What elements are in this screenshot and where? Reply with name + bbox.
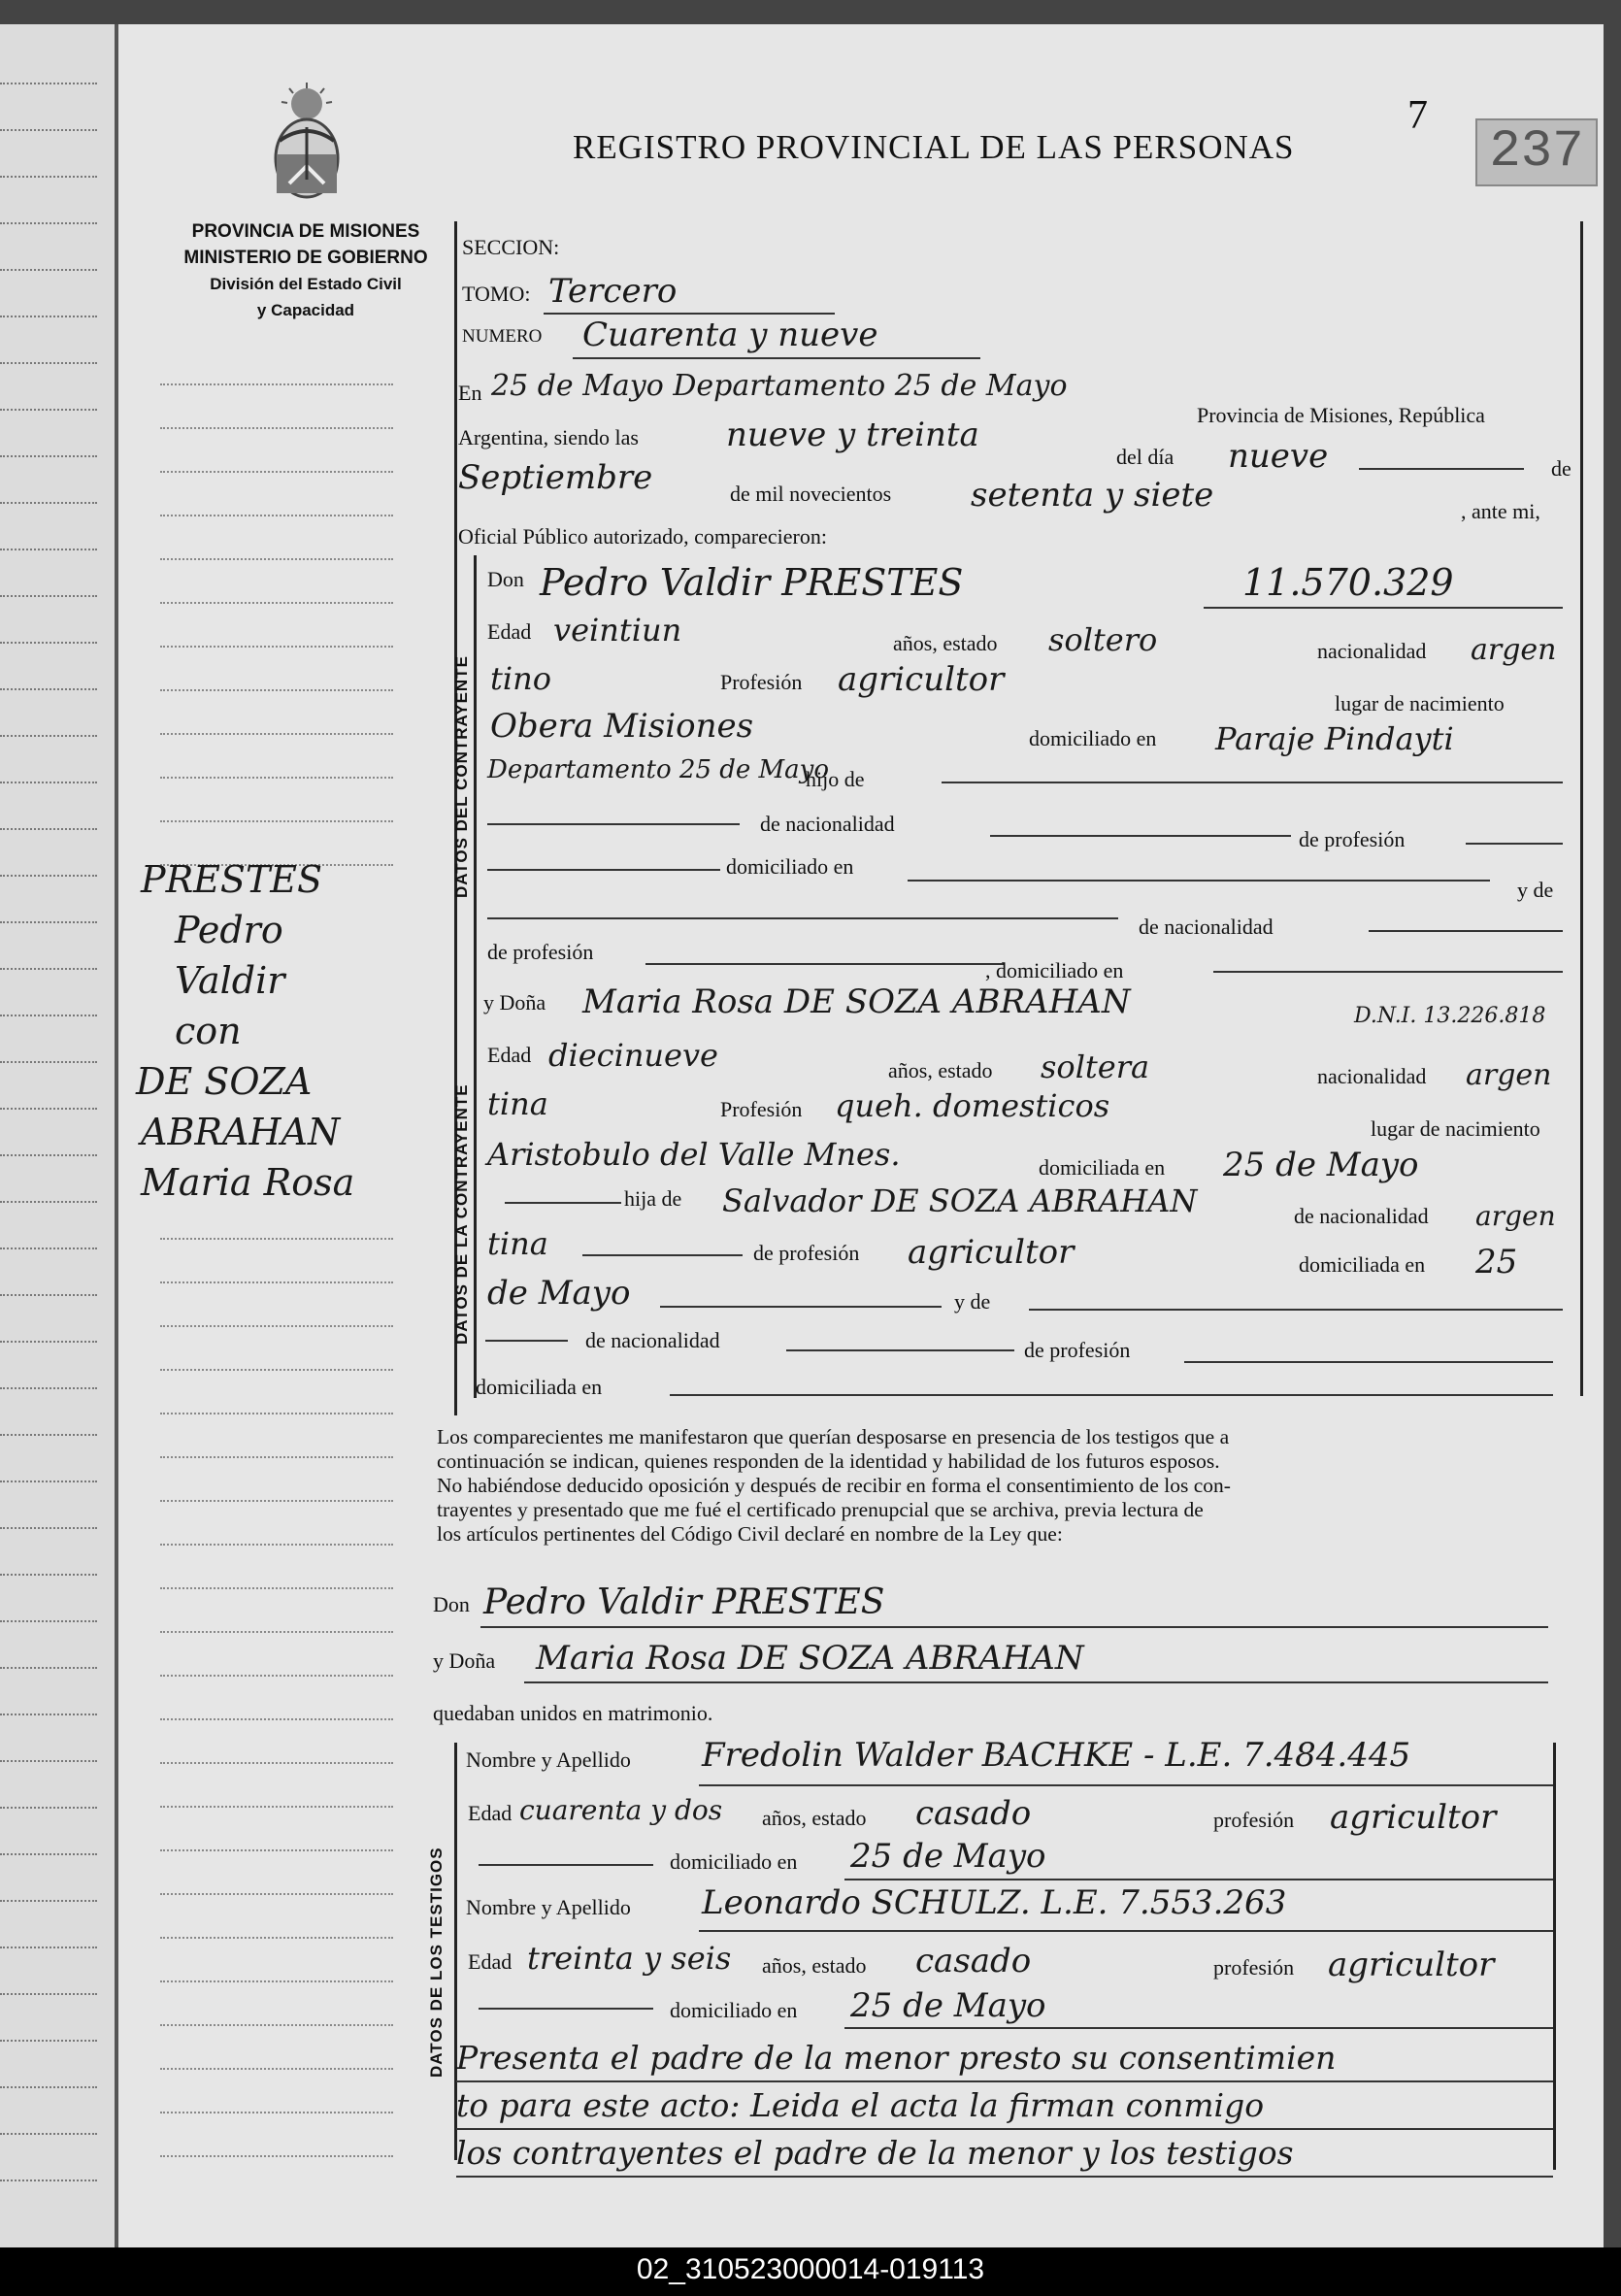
ante-mi: , ante mi, bbox=[1461, 499, 1540, 523]
fill-line bbox=[1466, 843, 1563, 845]
dia-value: nueve bbox=[1228, 437, 1329, 476]
left-page-line bbox=[0, 1341, 97, 1343]
page-title: REGISTRO PROVINCIAL DE LAS PERSONAS bbox=[573, 128, 1295, 166]
de-nacionalidad-label: de nacionalidad bbox=[1294, 1204, 1429, 1228]
y-de-label: y de bbox=[1517, 878, 1554, 902]
left-page-line bbox=[0, 269, 97, 271]
left-page-line bbox=[0, 1061, 97, 1063]
bride-father-nationality: argen bbox=[1475, 1200, 1556, 1232]
margin-line: Valdir bbox=[175, 959, 285, 1002]
witness1-profession: agricultor bbox=[1330, 1798, 1497, 1837]
left-page-line bbox=[0, 2133, 97, 2135]
fill-line bbox=[479, 2008, 653, 2010]
office-province: PROVINCIA DE MISIONES bbox=[191, 221, 420, 242]
witness1-name: Fredolin Walder BACHKE - L.E. 7.484.445 bbox=[702, 1736, 1411, 1775]
fill-line bbox=[670, 1394, 1553, 1396]
observations bbox=[456, 2035, 1553, 2178]
contrayente-section-label: DATOS DE LA CONTRAYENTE bbox=[452, 1083, 471, 1345]
mil-label: de mil novecientos bbox=[730, 482, 892, 506]
anio-value: setenta y siete bbox=[971, 476, 1214, 515]
image-caption: 02_310523000014-019113 bbox=[636, 2253, 985, 2285]
left-page-line bbox=[0, 1900, 97, 1902]
groom-civil-status: soltero bbox=[1048, 621, 1158, 658]
left-page-line bbox=[0, 828, 97, 830]
bride-nationality: argen bbox=[1466, 1058, 1552, 1092]
bride-father-nationality-cont: tina bbox=[487, 1225, 548, 1262]
domiciliado-label: domiciliado en bbox=[670, 1998, 798, 2022]
left-page-line bbox=[0, 875, 97, 877]
tomo-label: TOMO: bbox=[462, 282, 531, 306]
de-profesion-label: de profesión bbox=[753, 1241, 860, 1265]
declaration-line: los artículos pertinentes del Código Civil declaré en nombre de la Ley que: bbox=[437, 1522, 1063, 1546]
left-page-line bbox=[0, 362, 97, 364]
nacionalidad-label: nacionalidad bbox=[1317, 1064, 1427, 1088]
fill-line bbox=[990, 835, 1291, 837]
left-page-line bbox=[0, 1714, 97, 1715]
groom-name: Pedro Valdir PRESTES bbox=[540, 561, 964, 604]
left-page-line bbox=[0, 782, 97, 783]
bride-father-name: Salvador DE SOZA ABRAHAN bbox=[722, 1182, 1198, 1219]
tomo-value: Tercero bbox=[548, 272, 678, 311]
edad-label: Edad bbox=[487, 1043, 532, 1067]
bride-name: Maria Rosa DE SOZA ABRAHAN bbox=[582, 982, 1131, 1021]
edad-label: Edad bbox=[487, 619, 532, 644]
fill-line bbox=[645, 963, 1005, 965]
fill-line bbox=[485, 1340, 568, 1342]
fill-line bbox=[487, 823, 740, 825]
observation-line: to para este acto: Leida el acta la firman conmigo bbox=[456, 2082, 1553, 2130]
left-page-line bbox=[0, 222, 97, 224]
declaration-text bbox=[437, 1425, 1563, 1547]
left-page-line bbox=[0, 129, 97, 131]
groom-age: veintiun bbox=[553, 612, 682, 649]
left-page-line bbox=[0, 83, 97, 84]
fill-line bbox=[786, 1349, 1014, 1351]
left-page-line bbox=[0, 1807, 97, 1809]
fill-line bbox=[1204, 607, 1563, 609]
declaration-line: No habiéndose deducido oposición y después de recibir en forma el consentimiento de los con- bbox=[437, 1474, 1231, 1497]
mes-value: Septiembre bbox=[458, 458, 653, 497]
domiciliado-en-label: domiciliado en bbox=[726, 854, 854, 879]
fill-line bbox=[480, 1626, 1548, 1628]
de-profesion-label: de profesión bbox=[487, 940, 594, 964]
left-page-line bbox=[0, 735, 97, 737]
lugar-nacimiento-label: lugar de nacimiento bbox=[1335, 691, 1505, 715]
observation-line: los contrayentes el padre de la menor y los testigos bbox=[456, 2130, 1553, 2178]
left-page-line bbox=[0, 1993, 97, 1995]
left-page-strip bbox=[0, 24, 116, 2247]
left-page-line bbox=[0, 1527, 97, 1529]
domiciliado-label: domiciliado en bbox=[1029, 726, 1157, 750]
witness1-age: cuarenta y dos bbox=[519, 1794, 723, 1826]
form-border-right bbox=[1580, 221, 1583, 1396]
left-page-line bbox=[0, 316, 97, 317]
bride-civil-status: soltera bbox=[1041, 1048, 1150, 1085]
groom-address-cont: Departamento 25 de Mayo bbox=[487, 755, 830, 784]
left-page-line bbox=[0, 2180, 97, 2181]
groom-address: Paraje Pindayti bbox=[1215, 720, 1454, 757]
en-label: En bbox=[458, 381, 482, 405]
groom-nationality-cont: tino bbox=[490, 660, 551, 697]
left-page-line bbox=[0, 455, 97, 457]
left-page-line bbox=[0, 1248, 97, 1249]
domiciliado-label: domiciliado en bbox=[670, 1849, 798, 1874]
groom-nationality: argen bbox=[1471, 633, 1557, 667]
edad-label: Edad bbox=[468, 1801, 513, 1825]
hija-label: hija de bbox=[624, 1186, 682, 1211]
left-page-line bbox=[0, 1294, 97, 1296]
fill-line bbox=[487, 917, 1118, 919]
issuing-office bbox=[160, 218, 451, 323]
seccion-label: SECCION: bbox=[462, 235, 560, 259]
margin-line: DE SOZA bbox=[136, 1060, 313, 1103]
de-nacionalidad-label: de nacionalidad bbox=[1139, 915, 1274, 939]
anos-label: años, estado bbox=[888, 1058, 993, 1082]
groom-document: 11.570.329 bbox=[1242, 561, 1454, 604]
office-ministry: MINISTERIO DE GOBIERNO bbox=[183, 248, 428, 268]
folio-stamp: 237 bbox=[1475, 118, 1598, 186]
fill-line bbox=[582, 1254, 743, 1256]
fill-line bbox=[908, 880, 1490, 882]
fill-line bbox=[1029, 1309, 1563, 1311]
fill-line bbox=[487, 869, 720, 871]
matrimonio-text: quedaban unidos en matrimonio. bbox=[433, 1701, 713, 1725]
left-page-line bbox=[0, 1947, 97, 1948]
bride-document: D.N.I. 13.226.818 bbox=[1354, 1004, 1546, 1028]
fill-line bbox=[505, 1202, 621, 1204]
domiciliada-en-label: domiciliada en bbox=[476, 1375, 603, 1399]
margin-line: ABRAHAN bbox=[141, 1111, 341, 1153]
left-page-line bbox=[0, 1201, 97, 1203]
anos-label: años, estado bbox=[762, 1953, 867, 1978]
witness2-address: 25 de Mayo bbox=[850, 1986, 1046, 2025]
don-label: Don bbox=[433, 1592, 470, 1616]
margin-line: Maria Rosa bbox=[141, 1161, 355, 1204]
fill-line bbox=[573, 357, 980, 359]
witness2-age: treinta y seis bbox=[527, 1940, 732, 1977]
left-page-line bbox=[0, 921, 97, 923]
section-border bbox=[1553, 1743, 1556, 2170]
de-profesion-label: de profesión bbox=[1024, 1338, 1131, 1362]
bride-nationality-cont: tina bbox=[487, 1085, 548, 1122]
hijo-label: hijo de bbox=[806, 767, 865, 791]
witness1-address: 25 de Mayo bbox=[850, 1837, 1046, 1876]
left-page-line bbox=[0, 1154, 97, 1156]
groom-profession: agricultor bbox=[838, 660, 1005, 699]
coat-of-arms-icon bbox=[260, 83, 353, 205]
domiciliado-en-label: , domiciliado en bbox=[985, 958, 1124, 982]
profesion-label: Profesión bbox=[720, 670, 803, 694]
office-division: División del Estado Civil bbox=[210, 275, 402, 293]
domiciliada-en-label: domiciliada en bbox=[1299, 1252, 1426, 1277]
hora-value: nueve y treinta bbox=[726, 416, 979, 454]
fill-line bbox=[1184, 1361, 1553, 1363]
declaration-line: continuación se indican, quienes responden de la identidad y habilidad de los futuros esposos. bbox=[437, 1449, 1220, 1473]
left-page-line bbox=[0, 595, 97, 597]
bride-birthplace: Aristobulo del Valle Mnes. bbox=[487, 1136, 901, 1173]
witness2-name: Leonardo SCHULZ. L.E. 7.553.263 bbox=[702, 1883, 1287, 1922]
lugar-nacimiento-label: lugar de nacimiento bbox=[1371, 1116, 1540, 1141]
anos-label: años, estado bbox=[893, 631, 998, 655]
margin-note bbox=[136, 854, 354, 1208]
left-page-line bbox=[0, 642, 97, 644]
left-page-line bbox=[0, 549, 97, 550]
left-page-line bbox=[0, 1667, 97, 1669]
left-page-line bbox=[0, 688, 97, 690]
left-page-line bbox=[0, 1853, 97, 1855]
fill-line bbox=[1359, 468, 1524, 470]
profesion-label: profesión bbox=[1213, 1955, 1295, 1980]
groom-birthplace: Obera Misiones bbox=[490, 707, 754, 746]
del-dia-label: del día bbox=[1116, 445, 1174, 469]
y-de-label: y de bbox=[954, 1289, 991, 1314]
de-label: de bbox=[1551, 456, 1571, 481]
numero-value: Cuarenta y nueve bbox=[582, 316, 878, 354]
left-page-line bbox=[0, 176, 97, 178]
declaration-line: trayentes y presentado que me fué el certificado prenupcial que se archiva, previa lectura de bbox=[437, 1498, 1204, 1521]
left-page-line bbox=[0, 2086, 97, 2088]
profesion-label: profesión bbox=[1213, 1808, 1295, 1832]
left-page-line bbox=[0, 1620, 97, 1622]
fill-line bbox=[844, 1879, 1553, 1880]
witness2-profession: agricultor bbox=[1328, 1946, 1495, 1984]
anos-label: años, estado bbox=[762, 1806, 867, 1830]
left-page-line bbox=[0, 2040, 97, 2042]
left-page-line bbox=[0, 1574, 97, 1576]
left-page-line bbox=[0, 1015, 97, 1016]
section-border bbox=[474, 555, 477, 992]
left-page-line bbox=[0, 1760, 97, 1762]
nombre-apellido-label: Nombre y Apellido bbox=[466, 1747, 631, 1772]
left-page-line bbox=[0, 502, 97, 504]
observation-line: Presenta el padre de la menor presto su consentimien bbox=[456, 2035, 1553, 2082]
declaration-line: Los comparecientes me manifestaron que querían desposarse en presencia de los testigos que a bbox=[437, 1425, 1230, 1448]
edad-label: Edad bbox=[468, 1949, 513, 1974]
fill-line bbox=[942, 782, 1563, 783]
bride-father-address-cont: de Mayo bbox=[487, 1274, 631, 1313]
argentina-text: Argentina, siendo las bbox=[458, 425, 639, 449]
page-number: 7 bbox=[1407, 93, 1428, 138]
de-nacionalidad-label: de nacionalidad bbox=[760, 812, 895, 836]
margin-line: con bbox=[175, 1010, 242, 1052]
lugar-acto-value: 25 de Mayo Departamento 25 de Mayo bbox=[491, 369, 1068, 403]
bride-profession: queh. domesticos bbox=[835, 1087, 1110, 1124]
witness1-civil-status: casado bbox=[915, 1794, 1032, 1833]
left-page-line bbox=[0, 409, 97, 411]
de-profesion-label: de profesión bbox=[1299, 827, 1406, 851]
fill-line bbox=[699, 1930, 1553, 1932]
bride-father-address: 25 bbox=[1475, 1243, 1518, 1281]
fill-line bbox=[524, 1681, 1548, 1683]
left-page-line bbox=[0, 968, 97, 970]
fill-line bbox=[699, 1784, 1553, 1786]
bride-father-profession: agricultor bbox=[908, 1233, 1075, 1272]
contrayente-section-label: DATOS DEL CONTRAYENTE bbox=[452, 655, 471, 898]
domiciliada-label: domiciliada en bbox=[1039, 1155, 1166, 1180]
numero-label: NUMERO bbox=[462, 326, 543, 347]
don-label: Don bbox=[487, 567, 524, 591]
nombre-apellido-label: Nombre y Apellido bbox=[466, 1895, 631, 1919]
fill-line bbox=[1369, 930, 1563, 932]
left-page-line bbox=[0, 1481, 97, 1482]
fill-line bbox=[479, 1864, 653, 1866]
groom-name-declared: Pedro Valdir PRESTES bbox=[483, 1582, 885, 1622]
dona-label: y Doña bbox=[483, 990, 546, 1015]
left-page-line bbox=[0, 1434, 97, 1436]
left-page-line bbox=[0, 1387, 97, 1389]
fill-line bbox=[660, 1306, 942, 1308]
left-page-line bbox=[0, 1108, 97, 1110]
witness2-civil-status: casado bbox=[915, 1942, 1032, 1980]
bride-name-declared: Maria Rosa DE SOZA ABRAHAN bbox=[536, 1639, 1084, 1678]
provincia-text: Provincia de Misiones, República bbox=[1197, 403, 1485, 427]
margin-line: PRESTES bbox=[141, 858, 323, 901]
fill-line bbox=[544, 313, 835, 315]
section-border bbox=[474, 981, 477, 1398]
fill-line bbox=[1213, 971, 1563, 973]
fill-line bbox=[844, 2027, 1553, 2029]
oficial-text: Oficial Público autorizado, comparecieron: bbox=[458, 524, 827, 549]
nacionalidad-label: nacionalidad bbox=[1317, 639, 1427, 663]
dona-label: y Doña bbox=[433, 1648, 496, 1673]
bride-age: diecinueve bbox=[548, 1037, 718, 1074]
margin-line: Pedro bbox=[175, 909, 283, 951]
office-division-2: y Capacidad bbox=[256, 301, 355, 319]
testigos-section-label: DATOS DE LOS TESTIGOS bbox=[427, 1847, 446, 2078]
profesion-label: Profesión bbox=[720, 1097, 803, 1121]
de-nacionalidad-label: de nacionalidad bbox=[585, 1328, 720, 1352]
bride-address: 25 de Mayo bbox=[1223, 1146, 1419, 1184]
